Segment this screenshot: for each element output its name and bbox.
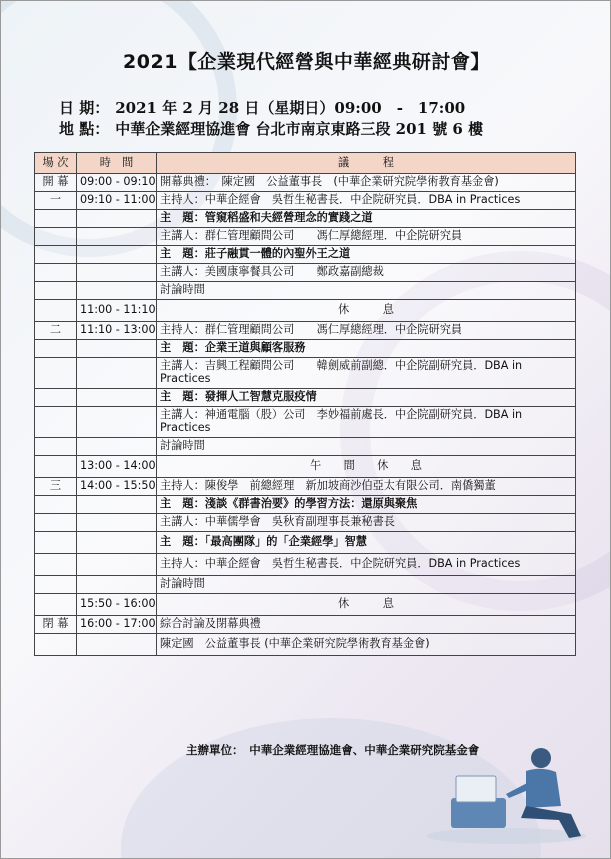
time-cell: [77, 228, 157, 246]
agenda-cell: 主 題：淺談《群書治要》的學習方法：還原與聚焦: [157, 496, 576, 514]
session-cell: 閉 幕: [35, 616, 77, 634]
table-row: [35, 389, 576, 407]
businessman-illustration: [421, 736, 591, 846]
time-cell: 13:00 - 14:00: [77, 456, 157, 478]
session-cell: [35, 594, 77, 616]
time-cell: [77, 264, 157, 282]
agenda-cell: 主持人：中華企經會 吳哲生秘書長．中企院研究員．DBA in Practices: [157, 554, 576, 576]
time-cell: [77, 340, 157, 358]
table-row: [35, 358, 576, 389]
agenda-cell: 主講人：吉興工程顧問公司 韓劍威前副總．中企院副研究員．DBA in Practices: [157, 358, 576, 389]
session-cell: 開 幕: [35, 174, 77, 192]
agenda-cell: 主 題：發揮人工智慧克服疫情: [157, 389, 576, 407]
time-cell: [77, 210, 157, 228]
agenda-cell: 休 息: [157, 594, 576, 616]
table-header: [35, 153, 576, 174]
table-row: [35, 438, 576, 456]
session-cell: [35, 576, 77, 594]
agenda-cell: 主講人：中華儒學會 吳秋育副理事長兼秘書長: [157, 514, 576, 532]
session-cell: [35, 456, 77, 478]
time-cell: [77, 496, 157, 514]
agenda-cell: 主 題：企業王道與顧客服務: [157, 340, 576, 358]
table-row: [35, 264, 576, 282]
table-row: [35, 228, 576, 246]
location-line: [59, 118, 483, 139]
table-row: [35, 246, 576, 264]
session-cell: 二: [35, 322, 77, 340]
table-row: [35, 300, 576, 322]
session-cell: [35, 389, 77, 407]
agenda-cell: 主持人：陳俊學 前總經理 新加坡商沙伯亞太有限公司．南僑獨董: [157, 478, 576, 496]
time-cell: [77, 389, 157, 407]
table-row: [35, 322, 576, 340]
location-label: 地 點：: [59, 120, 110, 138]
table-row: [35, 532, 576, 554]
table-row: [35, 192, 576, 210]
time-cell: [77, 554, 157, 576]
table-row: [35, 210, 576, 228]
agenda-cell: 討論時間: [157, 576, 576, 594]
time-cell: 09:10 - 11:00: [77, 192, 157, 210]
agenda-cell: 午 間 休 息: [157, 456, 576, 478]
time-cell: [77, 438, 157, 456]
table-row: [35, 576, 576, 594]
table-row: [35, 594, 576, 616]
organizer: 主辦單位： 中華企業經理協進會、中華企業研究院基金會: [186, 743, 480, 757]
session-cell: [35, 532, 77, 554]
agenda-cell: 綜合討論及閉幕典禮: [157, 616, 576, 634]
page-title: 2021【企業現代經營與中華經典研討會】: [123, 51, 490, 73]
session-cell: 一: [35, 192, 77, 210]
agenda-cell: 陳定國 公益董事長 (中華企業研究院學術教育基金會): [157, 634, 576, 656]
table-row: [35, 634, 576, 656]
agenda-cell: 主持人：群仁管理顧問公司 馮仁厚總經理．中企院研究員: [157, 322, 576, 340]
table-row: [35, 456, 576, 478]
agenda-cell: 主 題：「最高團隊」的「企業經學」智慧: [157, 532, 576, 554]
agenda-cell: 主講人：美國康寧餐具公司 鄭政嘉副總裁: [157, 264, 576, 282]
session-cell: [35, 282, 77, 300]
session-cell: [35, 246, 77, 264]
agenda-cell: 主 題：莊子融貫一體的內聖外王之道: [157, 246, 576, 264]
header-agenda: 議 程: [157, 153, 576, 174]
time-cell: 14:00 - 15:50: [77, 478, 157, 496]
session-cell: [35, 358, 77, 389]
time-cell: [77, 576, 157, 594]
agenda-cell: 主講人：群仁管理顧問公司 馮仁厚總經理．中企院研究員: [157, 228, 576, 246]
time-cell: [77, 246, 157, 264]
agenda-cell: 討論時間: [157, 438, 576, 456]
session-cell: [35, 514, 77, 532]
header-time: 時 間: [77, 153, 157, 174]
time-cell: [77, 407, 157, 438]
location-value: 中華企業經理協進會 台北市南京東路三段 201 號 6 樓: [115, 120, 484, 138]
session-cell: [35, 554, 77, 576]
table-row: [35, 174, 576, 192]
session-cell: [35, 634, 77, 656]
session-cell: 三: [35, 478, 77, 496]
table-row: [35, 478, 576, 496]
time-cell: [77, 282, 157, 300]
agenda-cell: 主講人：神通電腦（股）公司 李妙福前處長．中企院副研究員．DBA in Practices: [157, 407, 576, 438]
agenda-table: [34, 152, 576, 656]
time-cell: 15:50 - 16:00: [77, 594, 157, 616]
session-cell: [35, 407, 77, 438]
time-cell: 11:10 - 13:00: [77, 322, 157, 340]
table-row: [35, 282, 576, 300]
agenda-cell: 休 息: [157, 300, 576, 322]
date-line: [59, 97, 465, 118]
session-cell: [35, 264, 77, 282]
agenda-cell: 開幕典禮： 陳定國 公益董事長 (中華企業研究院學術教育基金會): [157, 174, 576, 192]
agenda-cell: 主持人：中華企經會 吳哲生秘書長．中企院研究員．DBA in Practices: [157, 192, 576, 210]
time-cell: 11:00 - 11:10: [77, 300, 157, 322]
header-session: 場 次: [35, 153, 77, 174]
session-cell: [35, 340, 77, 358]
table-row: [35, 407, 576, 438]
table-row: [35, 554, 576, 576]
table-row: [35, 514, 576, 532]
time-cell: 09:00 - 09:10: [77, 174, 157, 192]
session-cell: [35, 210, 77, 228]
session-cell: [35, 300, 77, 322]
session-cell: [35, 228, 77, 246]
agenda-cell: 討論時間: [157, 282, 576, 300]
time-cell: [77, 358, 157, 389]
date-label: 日 期：: [59, 99, 110, 117]
time-cell: [77, 532, 157, 554]
table-row: [35, 496, 576, 514]
table-row: [35, 340, 576, 358]
time-cell: [77, 634, 157, 656]
session-cell: [35, 438, 77, 456]
time-cell: [77, 514, 157, 532]
date-value: 2021 年 2 月 28 日（星期日）09:00 - 17:00: [115, 99, 466, 117]
table-row: [35, 616, 576, 634]
agenda-cell: 主 題：管窺稻盛和夫經營理念的實踐之道: [157, 210, 576, 228]
session-cell: [35, 496, 77, 514]
time-cell: 16:00 - 17:00: [77, 616, 157, 634]
